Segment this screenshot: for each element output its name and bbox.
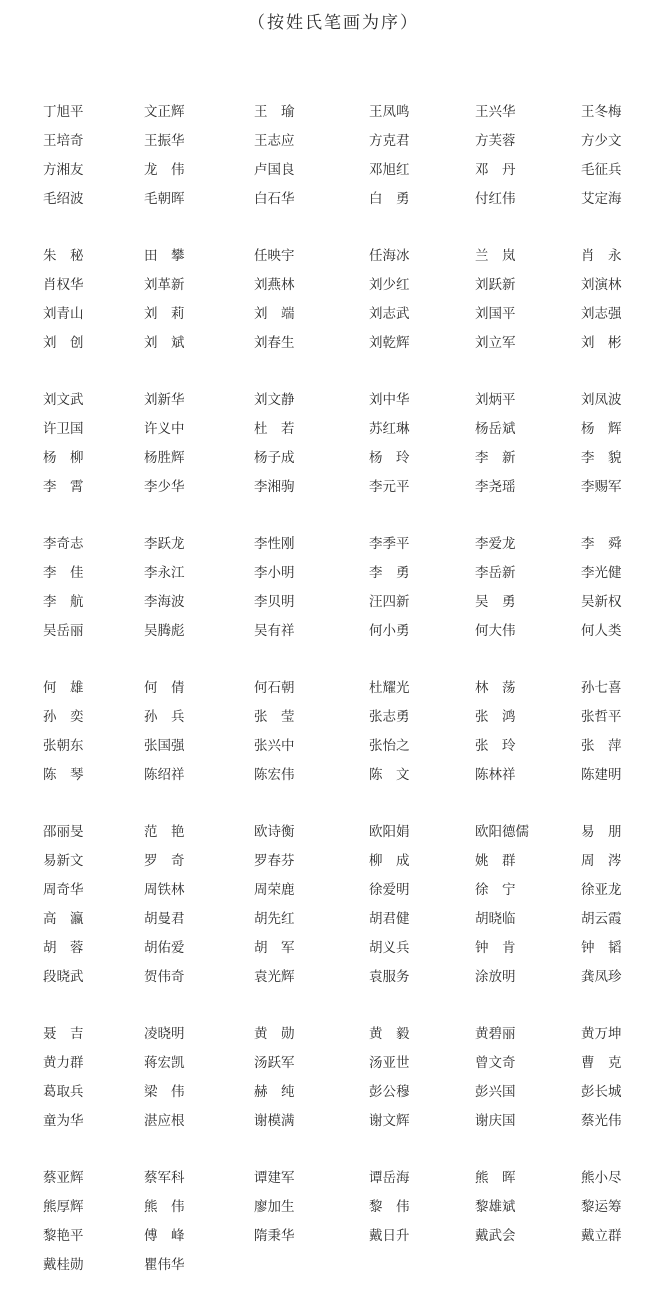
person-name: 汤跃军 bbox=[254, 1054, 295, 1071]
person-name: 欧诗衡 bbox=[254, 823, 295, 840]
person-name: 何小勇 bbox=[369, 622, 410, 639]
person-name: 谢庆国 bbox=[475, 1112, 516, 1129]
name-row bbox=[43, 472, 643, 501]
person-name: 张 萍 bbox=[581, 737, 622, 754]
person-name: 杜耀光 bbox=[369, 679, 410, 696]
person-name: 汤亚世 bbox=[369, 1054, 410, 1071]
person-name: 彭兴国 bbox=[475, 1083, 516, 1100]
person-name: 陈 文 bbox=[369, 766, 410, 783]
name-row bbox=[43, 443, 643, 472]
person-name: 李 佳 bbox=[43, 564, 84, 581]
person-name: 刘新华 bbox=[144, 391, 185, 408]
person-name: 袁服务 bbox=[369, 968, 410, 985]
person-name: 徐 宁 bbox=[475, 881, 516, 898]
person-name: 张兴中 bbox=[254, 737, 295, 754]
name-group bbox=[43, 817, 643, 991]
person-name: 白石华 bbox=[254, 190, 295, 207]
name-row bbox=[43, 673, 643, 702]
person-name: 柳 成 bbox=[369, 852, 410, 869]
person-name: 蔡军科 bbox=[144, 1169, 185, 1186]
person-name: 李 勇 bbox=[369, 564, 410, 581]
person-name: 熊厚辉 bbox=[43, 1198, 84, 1215]
person-name: 徐爱明 bbox=[369, 881, 410, 898]
person-name: 杜 若 bbox=[254, 420, 295, 437]
name-row bbox=[43, 414, 643, 443]
person-name: 熊 伟 bbox=[144, 1198, 185, 1215]
person-name: 李元平 bbox=[369, 478, 410, 495]
person-name: 兰 岚 bbox=[475, 247, 516, 264]
name-row bbox=[43, 1221, 643, 1250]
person-name: 孙七喜 bbox=[581, 679, 622, 696]
person-name: 刘 斌 bbox=[144, 334, 185, 351]
person-name: 周荣鹿 bbox=[254, 881, 295, 898]
person-name: 谢模满 bbox=[254, 1112, 295, 1129]
person-name: 李尧瑶 bbox=[475, 478, 516, 495]
name-group bbox=[43, 97, 643, 213]
name-row bbox=[43, 1048, 643, 1077]
person-name: 袁光辉 bbox=[254, 968, 295, 985]
person-name: 张怡之 bbox=[369, 737, 410, 754]
name-row bbox=[43, 529, 643, 558]
person-name: 刘 莉 bbox=[144, 305, 185, 322]
person-name: 方芙蓉 bbox=[475, 132, 516, 149]
person-name: 傅 峰 bbox=[144, 1227, 185, 1244]
person-name: 易 朋 bbox=[581, 823, 622, 840]
person-name: 徐亚龙 bbox=[581, 881, 622, 898]
person-name: 王振华 bbox=[144, 132, 185, 149]
person-name: 方克君 bbox=[369, 132, 410, 149]
person-name: 戴立群 bbox=[581, 1227, 622, 1244]
person-name: 黄万坤 bbox=[581, 1025, 622, 1042]
person-name: 李 霄 bbox=[43, 478, 84, 495]
person-name: 许义中 bbox=[144, 420, 185, 437]
name-row bbox=[43, 155, 643, 184]
person-name: 任映宇 bbox=[254, 247, 295, 264]
person-name: 刘志武 bbox=[369, 305, 410, 322]
person-name: 张国强 bbox=[144, 737, 185, 754]
person-name: 易新文 bbox=[43, 852, 84, 869]
person-name: 何人类 bbox=[581, 622, 622, 639]
name-row bbox=[43, 328, 643, 357]
person-name: 黄力群 bbox=[43, 1054, 84, 1071]
name-row bbox=[43, 760, 643, 789]
person-name: 梁 伟 bbox=[144, 1083, 185, 1100]
name-row bbox=[43, 587, 643, 616]
person-name: 童为华 bbox=[43, 1112, 84, 1129]
person-name: 刘 彬 bbox=[581, 334, 622, 351]
person-name: 毛朝晖 bbox=[144, 190, 185, 207]
name-row bbox=[43, 385, 643, 414]
person-name: 王培奇 bbox=[43, 132, 84, 149]
person-name: 黎运筹 bbox=[581, 1198, 622, 1215]
person-name: 邵丽旻 bbox=[43, 823, 84, 840]
person-name: 刘 端 bbox=[254, 305, 295, 322]
name-row bbox=[43, 1163, 643, 1192]
person-name: 王冬梅 bbox=[581, 103, 622, 120]
person-name: 戴日升 bbox=[369, 1227, 410, 1244]
person-name: 谢文辉 bbox=[369, 1112, 410, 1129]
person-name: 蔡光伟 bbox=[581, 1112, 622, 1129]
person-name: 黎 伟 bbox=[369, 1198, 410, 1215]
person-name: 张 玲 bbox=[475, 737, 516, 754]
person-name: 戴桂勋 bbox=[43, 1256, 84, 1273]
person-name: 张志勇 bbox=[369, 708, 410, 725]
person-name: 聂 吉 bbox=[43, 1025, 84, 1042]
person-name: 吴岳丽 bbox=[43, 622, 84, 639]
name-row bbox=[43, 817, 643, 846]
person-name: 张 莹 bbox=[254, 708, 295, 725]
person-name: 李季平 bbox=[369, 535, 410, 552]
person-name: 刘乾辉 bbox=[369, 334, 410, 351]
person-name: 方少文 bbox=[581, 132, 622, 149]
person-name: 龙 伟 bbox=[144, 161, 185, 178]
person-name: 刘炳平 bbox=[475, 391, 516, 408]
person-name: 范 艳 bbox=[144, 823, 185, 840]
person-name: 毛绍波 bbox=[43, 190, 84, 207]
person-name: 隋秉华 bbox=[254, 1227, 295, 1244]
person-name: 许卫国 bbox=[43, 420, 84, 437]
person-name: 欧阳德儒 bbox=[475, 823, 529, 840]
person-name: 钟 肯 bbox=[475, 939, 516, 956]
person-name: 陈宏伟 bbox=[254, 766, 295, 783]
person-name: 林 荡 bbox=[475, 679, 516, 696]
person-name: 刘 创 bbox=[43, 334, 84, 351]
person-name: 周铁林 bbox=[144, 881, 185, 898]
person-name: 胡佑爱 bbox=[144, 939, 185, 956]
person-name: 刘少红 bbox=[369, 276, 410, 293]
person-name: 杨岳斌 bbox=[475, 420, 516, 437]
person-name: 彭长城 bbox=[581, 1083, 622, 1100]
person-name: 黎雄斌 bbox=[475, 1198, 516, 1215]
person-name: 文正辉 bbox=[144, 103, 185, 120]
person-name: 艾定海 bbox=[581, 190, 622, 207]
person-name: 吴有祥 bbox=[254, 622, 295, 639]
person-name: 王志应 bbox=[254, 132, 295, 149]
name-row bbox=[43, 299, 643, 328]
person-name: 戴武会 bbox=[475, 1227, 516, 1244]
person-name: 胡先红 bbox=[254, 910, 295, 927]
person-name: 李 航 bbox=[43, 593, 84, 610]
person-name: 刘青山 bbox=[43, 305, 84, 322]
person-name: 李少华 bbox=[144, 478, 185, 495]
person-name: 湛应根 bbox=[144, 1112, 185, 1129]
name-row bbox=[43, 616, 643, 645]
person-name: 涂放明 bbox=[475, 968, 516, 985]
person-name: 李性刚 bbox=[254, 535, 295, 552]
name-row bbox=[43, 904, 643, 933]
person-name: 李永江 bbox=[144, 564, 185, 581]
name-row bbox=[43, 1077, 643, 1106]
person-name: 肖权华 bbox=[43, 276, 84, 293]
name-group bbox=[43, 241, 643, 357]
person-name: 陈 琴 bbox=[43, 766, 84, 783]
person-name: 吴 勇 bbox=[475, 593, 516, 610]
person-name: 方湘友 bbox=[43, 161, 84, 178]
person-name: 曾文奇 bbox=[475, 1054, 516, 1071]
person-name: 段晓武 bbox=[43, 968, 84, 985]
name-row bbox=[43, 1019, 643, 1048]
person-name: 陈建明 bbox=[581, 766, 622, 783]
person-name: 胡晓临 bbox=[475, 910, 516, 927]
person-name: 付红伟 bbox=[475, 190, 516, 207]
name-row bbox=[43, 1192, 643, 1221]
person-name: 欧阳娟 bbox=[369, 823, 410, 840]
person-name: 刘文静 bbox=[254, 391, 295, 408]
person-name: 苏红琳 bbox=[369, 420, 410, 437]
person-name: 王兴华 bbox=[475, 103, 516, 120]
person-name: 王凤鸣 bbox=[369, 103, 410, 120]
person-name: 李岳新 bbox=[475, 564, 516, 581]
person-name: 田 攀 bbox=[144, 247, 185, 264]
person-name: 卢国良 bbox=[254, 161, 295, 178]
person-name: 黄 毅 bbox=[369, 1025, 410, 1042]
person-name: 朱 秘 bbox=[43, 247, 84, 264]
person-name: 何 倩 bbox=[144, 679, 185, 696]
person-name: 周奇华 bbox=[43, 881, 84, 898]
person-name: 黎艳平 bbox=[43, 1227, 84, 1244]
person-name: 王 瑜 bbox=[254, 103, 295, 120]
name-group bbox=[43, 529, 643, 645]
person-name: 任海冰 bbox=[369, 247, 410, 264]
person-name: 谭建军 bbox=[254, 1169, 295, 1186]
person-name: 瞿伟华 bbox=[144, 1256, 185, 1273]
person-name: 刘中华 bbox=[369, 391, 410, 408]
person-name: 赫 纯 bbox=[254, 1083, 295, 1100]
person-name: 李 舜 bbox=[581, 535, 622, 552]
person-name: 胡君健 bbox=[369, 910, 410, 927]
person-name: 蔡亚辉 bbox=[43, 1169, 84, 1186]
person-name: 张 鸿 bbox=[475, 708, 516, 725]
person-name: 刘志强 bbox=[581, 305, 622, 322]
person-name: 凌晓明 bbox=[144, 1025, 185, 1042]
person-name: 李 新 bbox=[475, 449, 516, 466]
person-name: 杨胜辉 bbox=[144, 449, 185, 466]
name-row bbox=[43, 875, 643, 904]
name-row bbox=[43, 1106, 643, 1135]
person-name: 葛取兵 bbox=[43, 1083, 84, 1100]
person-name: 李小明 bbox=[254, 564, 295, 581]
person-name: 刘凤波 bbox=[581, 391, 622, 408]
person-name: 白 勇 bbox=[369, 190, 410, 207]
person-name: 刘燕林 bbox=[254, 276, 295, 293]
person-name: 贺伟奇 bbox=[144, 968, 185, 985]
person-name: 杨 玲 bbox=[369, 449, 410, 466]
name-row bbox=[43, 702, 643, 731]
name-group bbox=[43, 1019, 643, 1135]
person-name: 熊小尽 bbox=[581, 1169, 622, 1186]
person-name: 姚 群 bbox=[475, 852, 516, 869]
person-name: 李 貌 bbox=[581, 449, 622, 466]
person-name: 钟 韬 bbox=[581, 939, 622, 956]
person-name: 张哲平 bbox=[581, 708, 622, 725]
person-name: 刘跃新 bbox=[475, 276, 516, 293]
person-name: 杨 辉 bbox=[581, 420, 622, 437]
name-row bbox=[43, 97, 643, 126]
person-name: 刘春生 bbox=[254, 334, 295, 351]
person-name: 刘国平 bbox=[475, 305, 516, 322]
person-name: 刘演林 bbox=[581, 276, 622, 293]
page-title: （按姓氏笔画为序） bbox=[248, 13, 419, 33]
person-name: 胡 军 bbox=[254, 939, 295, 956]
person-name: 胡曼君 bbox=[144, 910, 185, 927]
name-row bbox=[43, 1250, 643, 1279]
name-row bbox=[43, 558, 643, 587]
person-name: 龚凤珍 bbox=[581, 968, 622, 985]
person-name: 李跃龙 bbox=[144, 535, 185, 552]
name-row bbox=[43, 846, 643, 875]
person-name: 刘立军 bbox=[475, 334, 516, 351]
person-name: 李赐军 bbox=[581, 478, 622, 495]
person-name: 吴腾彪 bbox=[144, 622, 185, 639]
person-name: 陈林祥 bbox=[475, 766, 516, 783]
person-name: 谭岳海 bbox=[369, 1169, 410, 1186]
name-group bbox=[43, 385, 643, 501]
person-name: 罗 奇 bbox=[144, 852, 185, 869]
person-name: 邓 丹 bbox=[475, 161, 516, 178]
person-name: 李湘驹 bbox=[254, 478, 295, 495]
name-row bbox=[43, 933, 643, 962]
person-name: 蒋宏凯 bbox=[144, 1054, 185, 1071]
person-name: 罗春芬 bbox=[254, 852, 295, 869]
name-group bbox=[43, 1163, 643, 1279]
person-name: 何 雄 bbox=[43, 679, 84, 696]
person-name: 刘革新 bbox=[144, 276, 185, 293]
name-row bbox=[43, 270, 643, 299]
name-row bbox=[43, 241, 643, 270]
person-name: 毛征兵 bbox=[581, 161, 622, 178]
person-name: 胡 蓉 bbox=[43, 939, 84, 956]
person-name: 何石朝 bbox=[254, 679, 295, 696]
person-name: 黄 勋 bbox=[254, 1025, 295, 1042]
name-row bbox=[43, 962, 643, 991]
person-name: 孙 兵 bbox=[144, 708, 185, 725]
person-name: 周 涔 bbox=[581, 852, 622, 869]
person-name: 孙 奕 bbox=[43, 708, 84, 725]
person-name: 丁旭平 bbox=[43, 103, 84, 120]
person-name: 熊 晖 bbox=[475, 1169, 516, 1186]
person-name: 吴新权 bbox=[581, 593, 622, 610]
name-row bbox=[43, 126, 643, 155]
person-name: 李爱龙 bbox=[475, 535, 516, 552]
name-list bbox=[43, 97, 643, 1307]
person-name: 杨 柳 bbox=[43, 449, 84, 466]
person-name: 邓旭红 bbox=[369, 161, 410, 178]
person-name: 李奇志 bbox=[43, 535, 84, 552]
person-name: 李海波 bbox=[144, 593, 185, 610]
person-name: 廖加生 bbox=[254, 1198, 295, 1215]
person-name: 张朝东 bbox=[43, 737, 84, 754]
person-name: 杨子成 bbox=[254, 449, 295, 466]
person-name: 李贝明 bbox=[254, 593, 295, 610]
person-name: 刘文武 bbox=[43, 391, 84, 408]
person-name: 黄碧丽 bbox=[475, 1025, 516, 1042]
person-name: 肖 永 bbox=[581, 247, 622, 264]
person-name: 胡云霞 bbox=[581, 910, 622, 927]
person-name: 陈绍祥 bbox=[144, 766, 185, 783]
name-row bbox=[43, 184, 643, 213]
person-name: 曹 克 bbox=[581, 1054, 622, 1071]
person-name: 高 瀛 bbox=[43, 910, 84, 927]
name-group bbox=[43, 673, 643, 789]
person-name: 何大伟 bbox=[475, 622, 516, 639]
person-name: 彭公穆 bbox=[369, 1083, 410, 1100]
name-row bbox=[43, 731, 643, 760]
person-name: 汪四新 bbox=[369, 593, 410, 610]
person-name: 胡义兵 bbox=[369, 939, 410, 956]
person-name: 李光健 bbox=[581, 564, 622, 581]
